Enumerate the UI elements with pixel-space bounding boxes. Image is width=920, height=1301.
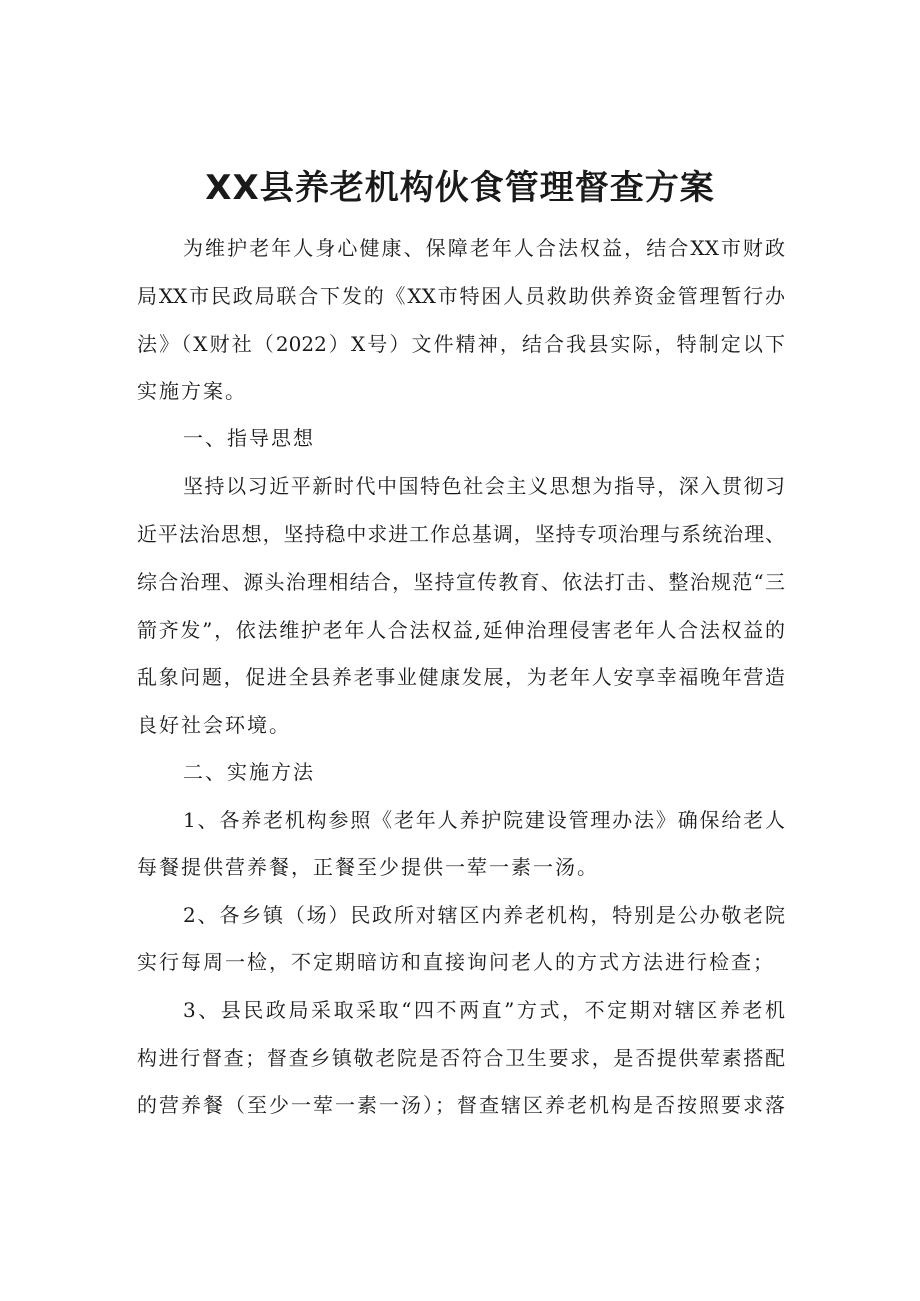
section1-line: 坚持以习近平新时代中国特色社会主义思想为指导，深入贯彻习 <box>183 474 785 498</box>
item-line: 实行每周一检，不定期暗访和直接询问老人的方式方法进行检查； <box>137 950 775 974</box>
section1-line: 乱象问题，促进全县养老事业健康发展，为老年人安享幸福晚年营造 <box>137 665 785 689</box>
item-line: 的营养餐（至少一荤一素一汤）；督查辖区养老机构是否按照要求落 <box>137 1093 785 1117</box>
intro-line: 为维护老年人身心健康、保障老年人合法权益，结合XX市财政 <box>183 236 785 260</box>
intro-line: 法》（X财社（2022）X号）文件精神，结合我县实际，特制定以下 <box>137 332 785 356</box>
section1-line: 综合治理、源头治理相结合，坚持宣传教育、依法打击、整治规范“三 <box>137 570 785 594</box>
section-heading: 二、实施方法 <box>183 760 315 784</box>
item-line: 3、县民政局采取采取“四不两直”方式，不定期对辖区养老机 <box>183 998 785 1022</box>
section1-line: 箭齐发”，依法维护老年人合法权益,延伸治理侵害老年人合法权益的 <box>137 618 785 642</box>
section-heading: 一、指导思想 <box>183 426 315 450</box>
item-line: 每餐提供营养餐，正餐至少提供一荤一素一汤。 <box>137 855 599 879</box>
section1-line: 良好社会环境。 <box>137 713 291 737</box>
page-title: XX县养老机构伙食管理督查方案 <box>205 168 715 208</box>
intro-line: 局XX市民政局联合下发的《XX市特困人员救助供养资金管理暂行办 <box>137 284 785 308</box>
intro-line: 实施方案。 <box>137 379 247 403</box>
section1-line: 近平法治思想，坚持稳中求进工作总基调，坚持专项治理与系统治理、 <box>137 522 785 546</box>
item-line: 构进行督查；督查乡镇敬老院是否符合卫生要求，是否提供荤素搭配 <box>137 1046 785 1070</box>
item-line: 1、各养老机构参照《老年人养护院建设管理办法》确保给老人 <box>183 808 785 832</box>
item-line: 2、各乡镇（场）民政所对辖区内养老机构，特别是公办敬老院 <box>183 903 785 927</box>
